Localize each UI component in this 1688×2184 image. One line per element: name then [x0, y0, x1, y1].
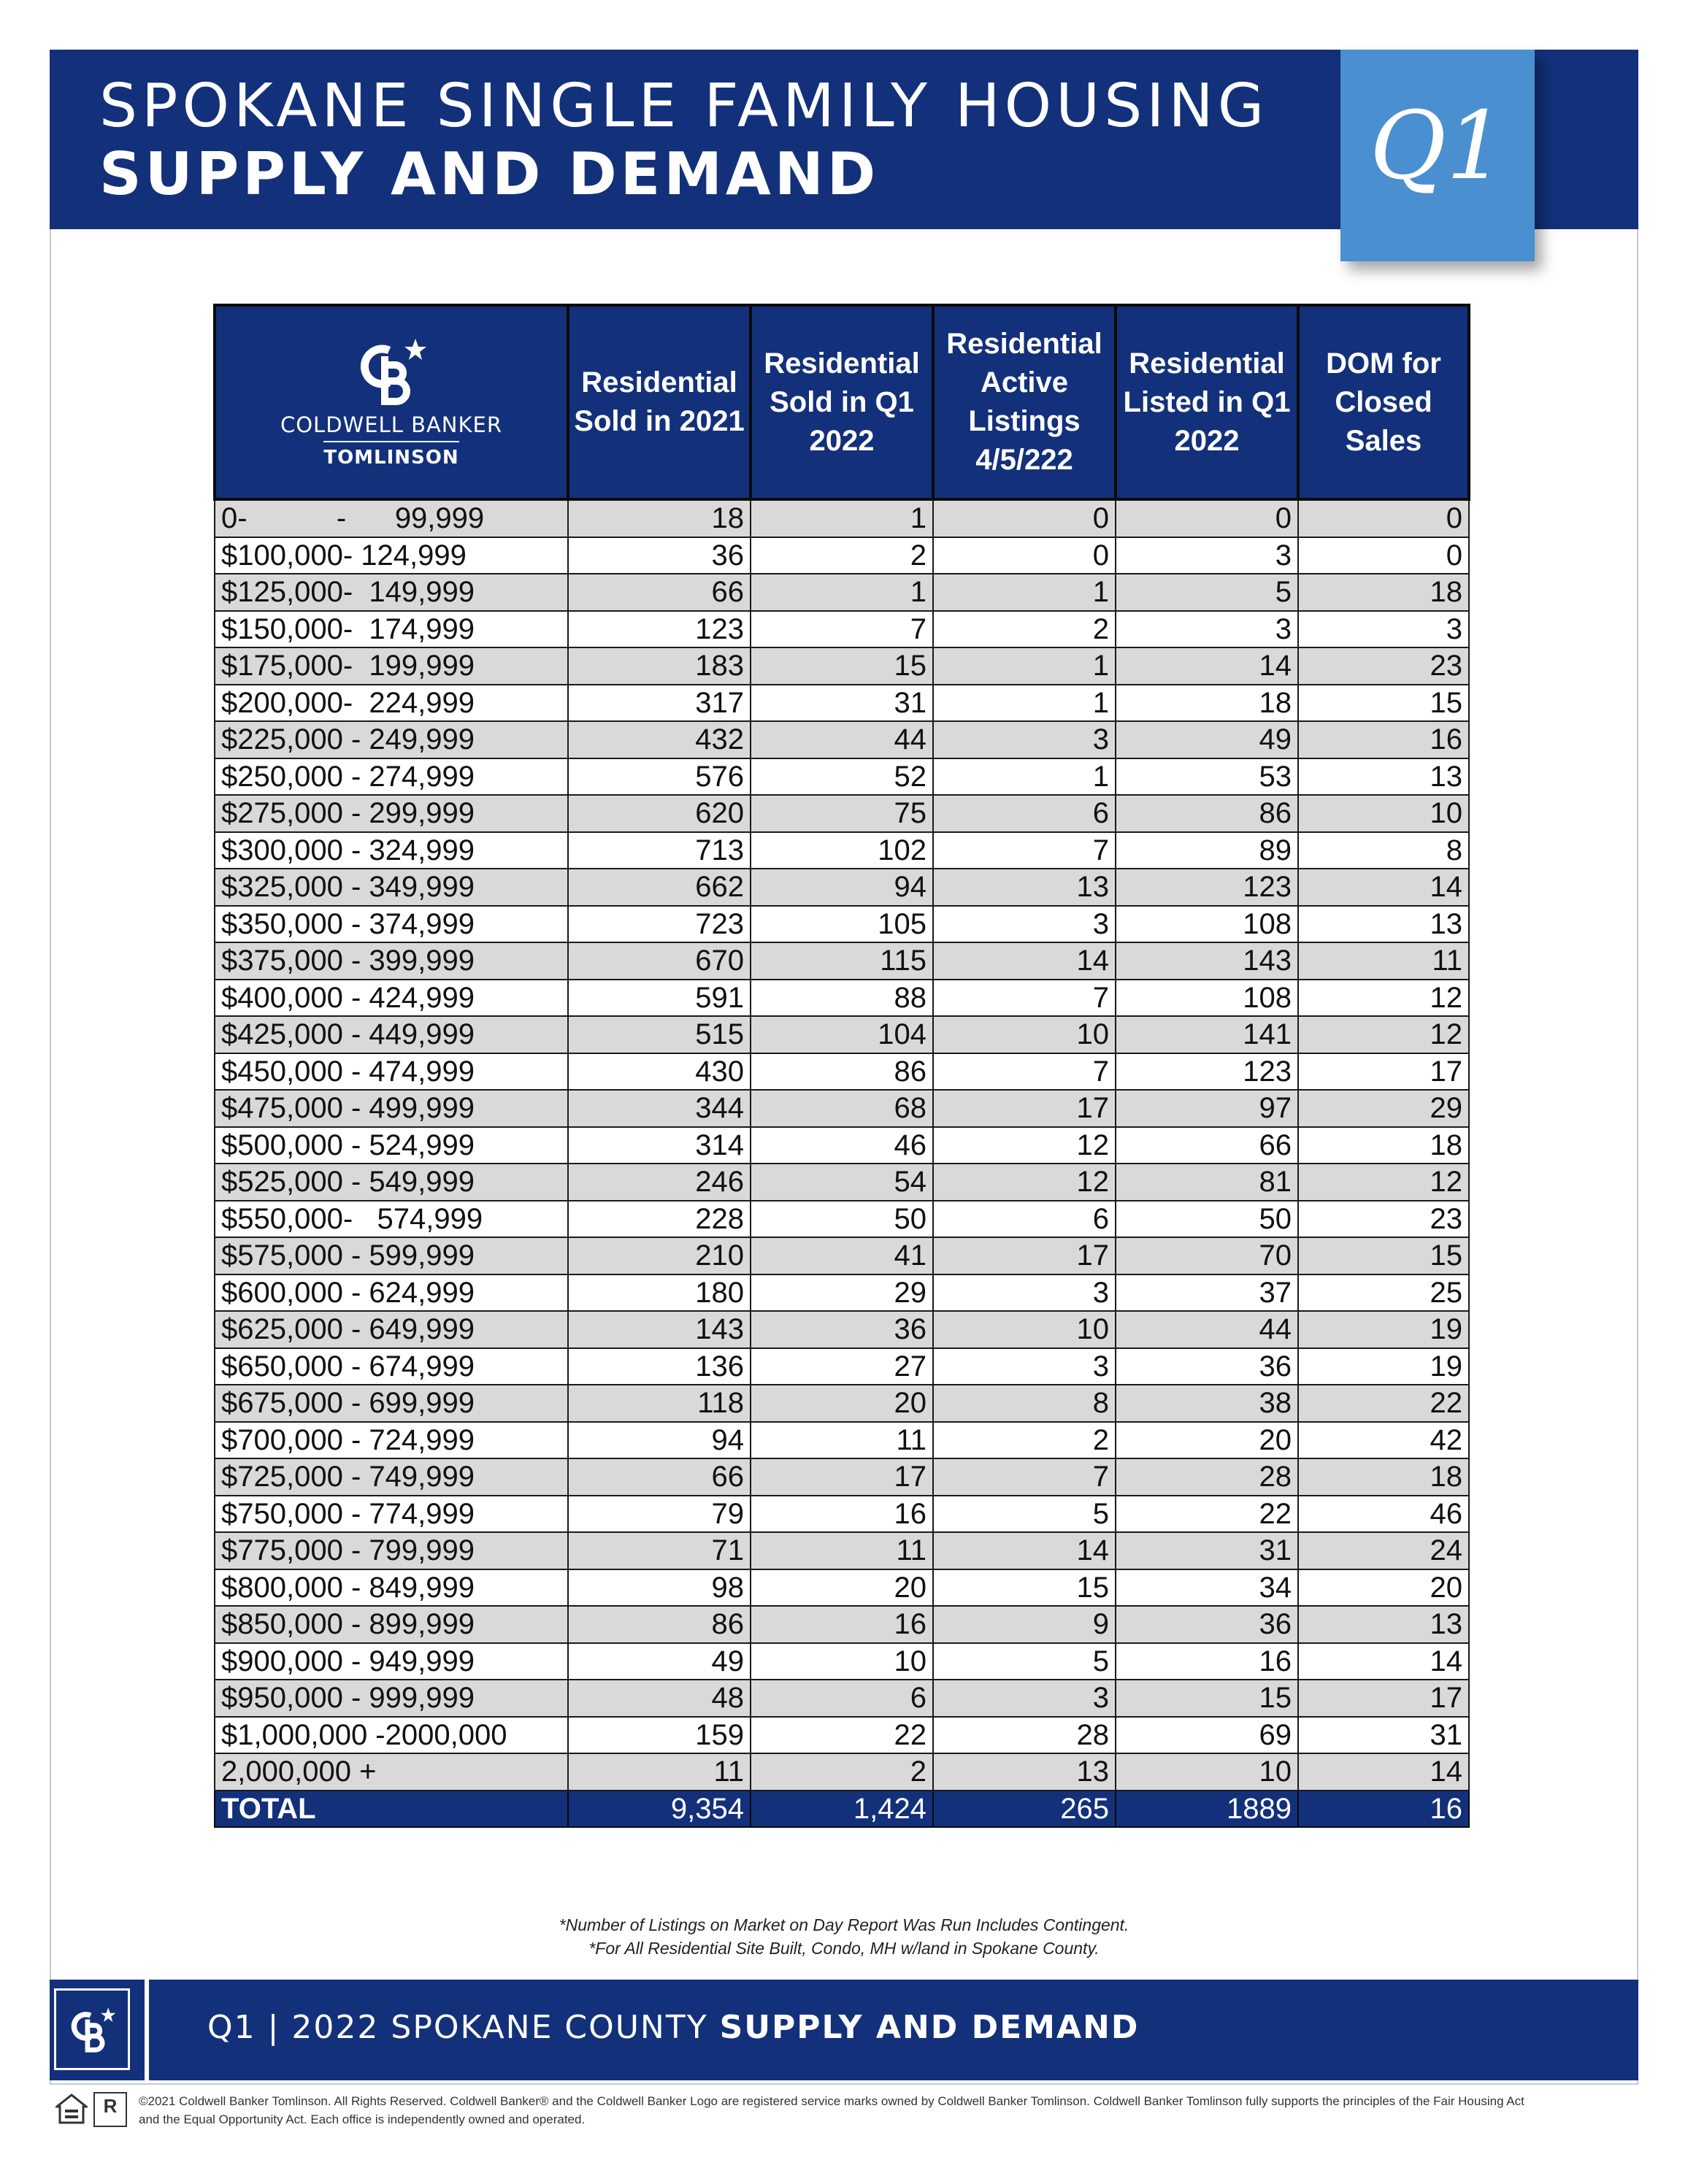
cell-sold-q1-2022: 2 [751, 1753, 933, 1791]
cell-listed-q1-2022: 108 [1116, 906, 1298, 943]
table-row [215, 1717, 1469, 1754]
cell-dom-closed: 25 [1298, 1274, 1469, 1312]
cell-sold-2021: 183 [568, 647, 751, 685]
cell-sold-q1-2022: 27 [751, 1348, 933, 1385]
cell-active-listings: 3 [933, 721, 1116, 758]
cell-active-listings: 7 [933, 832, 1116, 869]
cell-sold-q1-2022: 36 [751, 1311, 933, 1348]
cell-sold-q1-2022: 22 [751, 1717, 933, 1754]
cell-dom-closed: 46 [1298, 1496, 1469, 1533]
cell-price-range: $375,000 - 399,999 [215, 942, 568, 980]
table-row [215, 611, 1469, 648]
cell-dom-closed: 42 [1298, 1422, 1469, 1459]
cell-dom-closed: 24 [1298, 1532, 1469, 1569]
cell-listed-q1-2022: 70 [1116, 1237, 1298, 1274]
cell-listed-q1-2022: 50 [1116, 1201, 1298, 1238]
cell-sold-2021: 18 [568, 499, 751, 537]
coldwell-banker-logo-icon [65, 1999, 119, 2060]
cell-dom-closed: 20 [1298, 1569, 1469, 1607]
cell-active-listings: 13 [933, 869, 1116, 906]
table-row [215, 795, 1469, 832]
cell-sold-q1-2022: 10 [751, 1643, 933, 1680]
cell-sold-2021: 662 [568, 869, 751, 906]
total-row [215, 1791, 1469, 1828]
cell-price-range: $725,000 - 749,999 [215, 1458, 568, 1496]
cell-sold-2021: 98 [568, 1569, 751, 1607]
cell-active-listings: 12 [933, 1127, 1116, 1164]
cell-active-listings: 1 [933, 647, 1116, 685]
cell-dom-closed: 16 [1298, 721, 1469, 758]
table-row [215, 1422, 1469, 1459]
cell-sold-2021: 713 [568, 832, 751, 869]
cell-active-listings: 10 [933, 1311, 1116, 1348]
cell-active-listings: 14 [933, 942, 1116, 980]
cell-listed-q1-2022: 3 [1116, 537, 1298, 574]
table-row [215, 1311, 1469, 1348]
cell-dom-closed: 8 [1298, 832, 1469, 869]
cell-sold-2021: 591 [568, 980, 751, 1017]
cell-price-range: $150,000- 174,999 [215, 611, 568, 648]
cell-active-listings: 15 [933, 1569, 1116, 1607]
cell-sold-q1-2022: 68 [751, 1090, 933, 1127]
cell-price-range: $850,000 - 899,999 [215, 1606, 568, 1643]
cell-active-listings: 8 [933, 1385, 1116, 1422]
cell-sold-2021: 118 [568, 1385, 751, 1422]
table-row [215, 906, 1469, 943]
cell-listed-q1-2022: 36 [1116, 1348, 1298, 1385]
table-row [215, 1090, 1469, 1127]
cell-sold-q1-2022: 44 [751, 721, 933, 758]
cell-price-range: $750,000 - 774,999 [215, 1496, 568, 1533]
cell-price-range: $800,000 - 849,999 [215, 1569, 568, 1607]
cell-price-range: $550,000- 574,999 [215, 1201, 568, 1238]
cell-sold-q1-2022: 1 [751, 499, 933, 537]
cell-sold-q1-2022: 17 [751, 1458, 933, 1496]
cell-sold-2021: 143 [568, 1311, 751, 1348]
cell-active-listings: 3 [933, 906, 1116, 943]
cell-price-range: $350,000 - 374,999 [215, 906, 568, 943]
table-row [215, 1496, 1469, 1533]
cell-active-listings: 12 [933, 1164, 1116, 1201]
cell-sold-2021: 723 [568, 906, 751, 943]
title-line-2: SUPPLY AND DEMAND [99, 140, 880, 208]
cell-listed-q1-2022: 0 [1116, 499, 1298, 537]
cell-dom-closed: 19 [1298, 1348, 1469, 1385]
cell-sold-2021: 86 [568, 1606, 751, 1643]
cell-active-listings: 17 [933, 1237, 1116, 1274]
cell-sold-q1-2022: 1 [751, 574, 933, 611]
table-row [215, 574, 1469, 611]
col-header-active-listings: Residential Active Listings 4/5/222 [933, 305, 1116, 499]
cell-active-listings: 3 [933, 1274, 1116, 1312]
cell-price-range: $400,000 - 424,999 [215, 980, 568, 1017]
cell-active-listings: 7 [933, 1458, 1116, 1496]
cell-listed-q1-2022: 44 [1116, 1311, 1298, 1348]
cell-sold-2021: 432 [568, 721, 751, 758]
cell-listed-q1-2022: 14 [1116, 647, 1298, 685]
logo-header-cell [215, 305, 568, 499]
equal-housing-icon [55, 2093, 88, 2127]
cell-sold-q1-2022: 2 [751, 537, 933, 574]
table-row [215, 1532, 1469, 1569]
cell-dom-closed: 22 [1298, 1385, 1469, 1422]
table-row [215, 1753, 1469, 1791]
footer-title [207, 2009, 1139, 2046]
cell-price-range: $775,000 - 799,999 [215, 1532, 568, 1569]
cell-listed-q1-2022: 123 [1116, 1053, 1298, 1091]
logo-brand-sub: TOMLINSON [323, 441, 459, 470]
table-row [215, 1164, 1469, 1201]
col-header-sold-q1-2022: Residential Sold in Q1 2022 [751, 305, 933, 499]
cell-listed-q1-2022: 81 [1116, 1164, 1298, 1201]
table-row [215, 980, 1469, 1017]
cell-sold-2021: 9,354 [568, 1791, 751, 1828]
col-header-sold-2021: Residential Sold in 2021 [568, 305, 751, 499]
cell-active-listings: 265 [933, 1791, 1116, 1828]
cell-active-listings: 0 [933, 499, 1116, 537]
cell-sold-2021: 180 [568, 1274, 751, 1312]
table-row [215, 1201, 1469, 1238]
cell-listed-q1-2022: 66 [1116, 1127, 1298, 1164]
cell-listed-q1-2022: 5 [1116, 574, 1298, 611]
cell-sold-q1-2022: 1,424 [751, 1791, 933, 1828]
table-row [215, 1127, 1469, 1164]
logo-brand-name: COLDWELL BANKER [280, 412, 502, 437]
cell-listed-q1-2022: 143 [1116, 942, 1298, 980]
cell-active-listings: 6 [933, 1201, 1116, 1238]
quarter-badge-text: Q1 [1369, 92, 1506, 201]
table-row [215, 1680, 1469, 1717]
realtor-icon: R [93, 2092, 127, 2127]
cell-dom-closed: 29 [1298, 1090, 1469, 1127]
cell-listed-q1-2022: 1889 [1116, 1791, 1298, 1828]
cell-price-range: $325,000 - 349,999 [215, 869, 568, 906]
cell-sold-2021: 210 [568, 1237, 751, 1274]
cell-sold-q1-2022: 20 [751, 1385, 933, 1422]
footer-title-bold: SUPPLY AND DEMAND [719, 2009, 1140, 2046]
cell-active-listings: 5 [933, 1643, 1116, 1680]
table-row [215, 1237, 1469, 1274]
cell-sold-2021: 66 [568, 574, 751, 611]
cell-listed-q1-2022: 28 [1116, 1458, 1298, 1496]
cell-dom-closed: 0 [1298, 499, 1469, 537]
table-row [215, 1569, 1469, 1607]
cell-price-range: $100,000- 124,999 [215, 537, 568, 574]
cell-dom-closed: 17 [1298, 1680, 1469, 1717]
cell-dom-closed: 14 [1298, 1643, 1469, 1680]
cell-listed-q1-2022: 108 [1116, 980, 1298, 1017]
cell-dom-closed: 12 [1298, 1164, 1469, 1201]
cell-active-listings: 7 [933, 980, 1116, 1017]
cell-sold-q1-2022: 6 [751, 1680, 933, 1717]
cell-listed-q1-2022: 3 [1116, 611, 1298, 648]
coldwell-banker-logo-icon [351, 334, 431, 407]
cell-sold-q1-2022: 115 [751, 942, 933, 980]
cell-sold-q1-2022: 46 [751, 1127, 933, 1164]
cell-price-range: $525,000 - 549,999 [215, 1164, 568, 1201]
cell-sold-q1-2022: 7 [751, 611, 933, 648]
table-row [215, 1016, 1469, 1053]
cell-price-range: $900,000 - 949,999 [215, 1643, 568, 1680]
footer-logo [50, 1980, 136, 2080]
cell-price-range: $500,000 - 524,999 [215, 1127, 568, 1164]
cell-listed-q1-2022: 123 [1116, 869, 1298, 906]
supply-demand-table [213, 304, 1470, 1828]
cell-active-listings: 13 [933, 1753, 1116, 1791]
cell-dom-closed: 18 [1298, 1127, 1469, 1164]
cell-listed-q1-2022: 69 [1116, 1717, 1298, 1754]
cell-dom-closed: 13 [1298, 1606, 1469, 1643]
cell-price-range: $675,000 - 699,999 [215, 1385, 568, 1422]
cell-price-range: 0- - 99,999 [215, 499, 568, 537]
cell-active-listings: 2 [933, 1422, 1116, 1459]
cell-listed-q1-2022: 89 [1116, 832, 1298, 869]
cell-listed-q1-2022: 38 [1116, 1385, 1298, 1422]
cell-sold-2021: 246 [568, 1164, 751, 1201]
cell-price-range: $425,000 - 449,999 [215, 1016, 568, 1053]
cell-sold-q1-2022: 105 [751, 906, 933, 943]
cell-dom-closed: 23 [1298, 1201, 1469, 1238]
cell-sold-2021: 515 [568, 1016, 751, 1053]
cell-sold-2021: 66 [568, 1458, 751, 1496]
cell-dom-closed: 18 [1298, 1458, 1469, 1496]
legal-line-2: and the Equal Opportunity Act. Each office is independently owned and operated. [139, 2112, 586, 2126]
table-row [215, 942, 1469, 980]
cell-dom-closed: 14 [1298, 869, 1469, 906]
cell-dom-closed: 15 [1298, 685, 1469, 722]
cell-listed-q1-2022: 15 [1116, 1680, 1298, 1717]
cell-price-range: $575,000 - 599,999 [215, 1237, 568, 1274]
table-row [215, 1385, 1469, 1422]
cell-listed-q1-2022: 37 [1116, 1274, 1298, 1312]
cell-active-listings: 17 [933, 1090, 1116, 1127]
cell-price-range: $950,000 - 999,999 [215, 1680, 568, 1717]
cell-sold-2021: 228 [568, 1201, 751, 1238]
cell-sold-2021: 71 [568, 1532, 751, 1569]
table-row [215, 832, 1469, 869]
cell-price-range: $300,000 - 324,999 [215, 832, 568, 869]
cell-listed-q1-2022: 20 [1116, 1422, 1298, 1459]
cell-sold-q1-2022: 16 [751, 1606, 933, 1643]
cell-price-range: $475,000 - 499,999 [215, 1090, 568, 1127]
cell-price-range: $650,000 - 674,999 [215, 1348, 568, 1385]
cell-sold-2021: 576 [568, 758, 751, 796]
cell-sold-q1-2022: 86 [751, 1053, 933, 1091]
cell-active-listings: 10 [933, 1016, 1116, 1053]
cell-dom-closed: 16 [1298, 1791, 1469, 1828]
cell-sold-2021: 11 [568, 1753, 751, 1791]
cell-sold-q1-2022: 29 [751, 1274, 933, 1312]
cell-price-range: $600,000 - 624,999 [215, 1274, 568, 1312]
cell-active-listings: 3 [933, 1680, 1116, 1717]
cell-price-range: $275,000 - 299,999 [215, 795, 568, 832]
cell-sold-2021: 36 [568, 537, 751, 574]
cell-dom-closed: 19 [1298, 1311, 1469, 1348]
cell-active-listings: 7 [933, 1053, 1116, 1091]
cell-sold-q1-2022: 75 [751, 795, 933, 832]
cell-sold-q1-2022: 52 [751, 758, 933, 796]
cell-price-range: $700,000 - 724,999 [215, 1422, 568, 1459]
cell-sold-2021: 49 [568, 1643, 751, 1680]
footer-separator [145, 1980, 149, 2080]
cell-dom-closed: 3 [1298, 611, 1469, 648]
cell-price-range: $1,000,000 -2000,000 [215, 1717, 568, 1754]
cell-price-range: $250,000 - 274,999 [215, 758, 568, 796]
cell-sold-q1-2022: 41 [751, 1237, 933, 1274]
table-row [215, 1348, 1469, 1385]
cell-listed-q1-2022: 18 [1116, 685, 1298, 722]
cell-sold-2021: 430 [568, 1053, 751, 1091]
cell-dom-closed: 10 [1298, 795, 1469, 832]
cell-dom-closed: 13 [1298, 906, 1469, 943]
footnote-1: *Number of Listings on Market on Day Report Was Run Includes Contingent. [559, 1915, 1129, 1934]
table-row [215, 1274, 1469, 1312]
cell-price-range: $450,000 - 474,999 [215, 1053, 568, 1091]
cell-dom-closed: 15 [1298, 1237, 1469, 1274]
cell-active-listings: 9 [933, 1606, 1116, 1643]
cell-dom-closed: 14 [1298, 1753, 1469, 1791]
cell-sold-2021: 136 [568, 1348, 751, 1385]
cell-listed-q1-2022: 36 [1116, 1606, 1298, 1643]
cell-active-listings: 2 [933, 611, 1116, 648]
table-row [215, 721, 1469, 758]
cell-active-listings: 5 [933, 1496, 1116, 1533]
cell-dom-closed: 23 [1298, 647, 1469, 685]
cell-sold-2021: 48 [568, 1680, 751, 1717]
cell-dom-closed: 31 [1298, 1717, 1469, 1754]
cell-active-listings: 0 [933, 537, 1116, 574]
cell-dom-closed: 13 [1298, 758, 1469, 796]
table-row [215, 647, 1469, 685]
cell-sold-2021: 314 [568, 1127, 751, 1164]
cell-price-range: TOTAL [215, 1791, 568, 1828]
cell-active-listings: 1 [933, 574, 1116, 611]
table-row [215, 537, 1469, 574]
cell-listed-q1-2022: 22 [1116, 1496, 1298, 1533]
cell-listed-q1-2022: 86 [1116, 795, 1298, 832]
cell-price-range: $225,000 - 249,999 [215, 721, 568, 758]
cell-listed-q1-2022: 53 [1116, 758, 1298, 796]
table-row [215, 685, 1469, 722]
title-line-1: SPOKANE SINGLE FAMILY HOUSING [99, 72, 1269, 141]
col-header-dom-closed: DOM for Closed Sales [1298, 305, 1469, 499]
cell-dom-closed: 17 [1298, 1053, 1469, 1091]
cell-active-listings: 3 [933, 1348, 1116, 1385]
legal-line-1: ©2021 Coldwell Banker Tomlinson. All Rights Reserved. Coldwell Banker® and the Coldwell Banker Logo are registered service marks owned by Coldwell Banker Tomlinson. Coldwell Banker Tomlinson fully supports the principles of the Fair Housing Act [139, 2094, 1524, 2108]
table-row [215, 499, 1469, 537]
cell-active-listings: 14 [933, 1532, 1116, 1569]
cell-sold-q1-2022: 31 [751, 685, 933, 722]
footnote-2: *For All Residential Site Built, Condo, MH w/land in Spokane County. [588, 1939, 1100, 1958]
cell-price-range: $125,000- 149,999 [215, 574, 568, 611]
cell-price-range: $200,000- 224,999 [215, 685, 568, 722]
table-row [215, 1606, 1469, 1643]
cell-sold-q1-2022: 94 [751, 869, 933, 906]
cell-sold-2021: 344 [568, 1090, 751, 1127]
cell-sold-q1-2022: 50 [751, 1201, 933, 1238]
cell-sold-2021: 79 [568, 1496, 751, 1533]
table-row [215, 1053, 1469, 1091]
cell-price-range: $175,000- 199,999 [215, 647, 568, 685]
cell-sold-q1-2022: 88 [751, 980, 933, 1017]
cell-dom-closed: 0 [1298, 537, 1469, 574]
cell-sold-2021: 670 [568, 942, 751, 980]
cell-active-listings: 28 [933, 1717, 1116, 1754]
cell-sold-q1-2022: 15 [751, 647, 933, 685]
cell-sold-q1-2022: 104 [751, 1016, 933, 1053]
cell-sold-q1-2022: 11 [751, 1532, 933, 1569]
table-row [215, 869, 1469, 906]
footer-title-regular: Q1 | 2022 SPOKANE COUNTY [207, 2009, 720, 2046]
cell-price-range: $625,000 - 649,999 [215, 1311, 568, 1348]
cell-sold-2021: 620 [568, 795, 751, 832]
cell-sold-q1-2022: 54 [751, 1164, 933, 1201]
cell-listed-q1-2022: 141 [1116, 1016, 1298, 1053]
cell-price-range: 2,000,000 + [215, 1753, 568, 1791]
cell-dom-closed: 11 [1298, 942, 1469, 980]
cell-dom-closed: 12 [1298, 980, 1469, 1017]
cell-sold-2021: 159 [568, 1717, 751, 1754]
cell-listed-q1-2022: 10 [1116, 1753, 1298, 1791]
cell-sold-2021: 123 [568, 611, 751, 648]
cell-active-listings: 1 [933, 685, 1116, 722]
cell-active-listings: 6 [933, 795, 1116, 832]
cell-sold-2021: 317 [568, 685, 751, 722]
table-row [215, 1643, 1469, 1680]
table-header-row [215, 305, 1469, 499]
cell-sold-q1-2022: 20 [751, 1569, 933, 1607]
cell-listed-q1-2022: 49 [1116, 721, 1298, 758]
quarter-badge [1340, 50, 1535, 261]
cell-listed-q1-2022: 31 [1116, 1532, 1298, 1569]
cell-sold-q1-2022: 102 [751, 832, 933, 869]
cell-sold-2021: 94 [568, 1422, 751, 1459]
cell-active-listings: 1 [933, 758, 1116, 796]
cell-dom-closed: 18 [1298, 574, 1469, 611]
cell-sold-q1-2022: 11 [751, 1422, 933, 1459]
table-row [215, 758, 1469, 796]
table-row [215, 1458, 1469, 1496]
cell-sold-q1-2022: 16 [751, 1496, 933, 1533]
cell-listed-q1-2022: 97 [1116, 1090, 1298, 1127]
cell-listed-q1-2022: 16 [1116, 1643, 1298, 1680]
cell-dom-closed: 12 [1298, 1016, 1469, 1053]
col-header-listed-q1-2022: Residential Listed in Q1 2022 [1116, 305, 1298, 499]
cell-listed-q1-2022: 34 [1116, 1569, 1298, 1607]
legal-text [139, 2092, 1628, 2129]
